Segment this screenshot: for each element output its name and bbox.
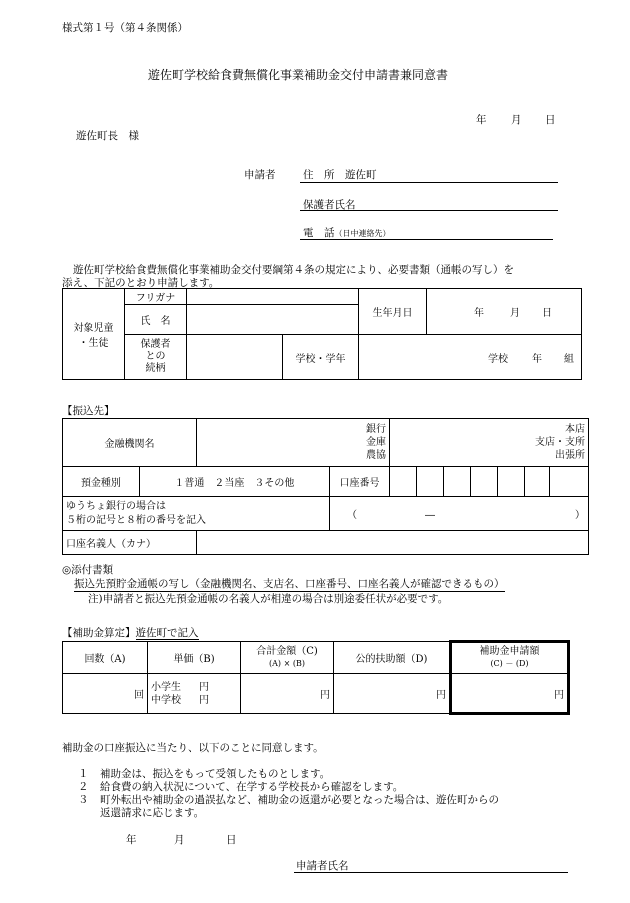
account-digit-cell[interactable]	[550, 467, 589, 497]
institution-label: 金融機関名	[63, 419, 197, 467]
phone-label: 電 話（日中連絡先）	[303, 227, 391, 239]
consent-date-day: 日	[226, 834, 237, 846]
account-digit-cell[interactable]	[443, 467, 470, 497]
name-input[interactable]	[187, 305, 359, 335]
account-digit-cell[interactable]	[416, 467, 443, 497]
phone-note: （日中連絡先）	[334, 229, 391, 238]
school-grade-label: 学校・学年	[283, 335, 359, 380]
account-digit-cell[interactable]	[470, 467, 497, 497]
account-digit-cell[interactable]	[389, 467, 416, 497]
child-group-label: 対象児童 ・生徒	[63, 289, 125, 380]
date-month-label: 月	[511, 114, 522, 126]
attachments-heading: ◎添付書類	[62, 564, 114, 576]
bank-table	[62, 418, 589, 555]
birth-date-label: 生年月日	[359, 289, 427, 335]
form-number: 様式第１号（第４条関係）	[62, 22, 188, 34]
request-amount-header: 補助金申請額 (C) － (D)	[451, 642, 569, 674]
consent-intro: 補助金の口座振込に当たり、以下のことに同意します。	[62, 742, 324, 754]
school-grade-input[interactable]: 学校 年 組	[359, 335, 582, 380]
addressee: 遊佐町長 様	[76, 130, 139, 142]
child-info-table	[62, 288, 582, 380]
birth-date-input[interactable]: 年 月 日	[427, 289, 582, 335]
consent-item-3-continued: 返還請求に応じます。	[100, 807, 205, 819]
guardian-name-label: 保護者氏名	[303, 199, 356, 211]
account-type-label: 預金種別	[63, 467, 140, 497]
account-type-options[interactable]: １普通 ２当座 ３その他	[139, 467, 329, 497]
account-digit-cell[interactable]	[524, 467, 549, 497]
intro-line-2: 添え、下記のとおり申請します。	[62, 277, 220, 289]
document-title: 遊佐町学校給食費無償化事業補助金交付申請書兼同意書	[148, 68, 449, 82]
unit-price-header: 単価（B)	[148, 642, 241, 674]
attachments-line-2: 注)申請者と振込先預金通帳の名義人が相違の場合は別途委任状が必要です。	[88, 593, 449, 605]
consent-item-text: 補助金は、振込をもって受領したものとします。	[100, 768, 331, 780]
address-label: 住 所 遊佐町	[303, 169, 377, 181]
yucho-input[interactable]: （ ― ）	[329, 497, 588, 531]
consent-date-month: 月	[174, 834, 185, 846]
calc-table	[62, 640, 570, 715]
public-aid-header: 公的扶助額（D)	[334, 642, 451, 674]
attachments-line-1: 振込先預貯金通帳の写し（金融機関名、支店名、口座番号、口座名義人が確認できるもの）	[74, 578, 505, 590]
request-amount-input[interactable]: 円	[451, 674, 569, 714]
account-holder-label: 口座名義人（カナ）	[63, 531, 197, 555]
date-day-label: 日	[545, 114, 556, 126]
date-year-label: 年	[476, 114, 487, 126]
count-input[interactable]: 回	[63, 674, 148, 714]
furigana-label: フリガナ	[125, 289, 187, 305]
branch-input[interactable]: 本店 支店・支所 出張所	[389, 419, 588, 467]
unit-price-input[interactable]: 小学生 円 中学校 円	[148, 674, 241, 714]
signature-label: 申請者氏名	[296, 860, 349, 872]
calc-heading: 【補助金算定】遊佐町で記入	[62, 627, 199, 639]
guardian-name-line[interactable]	[300, 210, 558, 211]
account-holder-input[interactable]	[196, 531, 588, 555]
bank-section-heading: 【振込先】	[62, 405, 115, 417]
phone-line[interactable]	[300, 239, 553, 240]
consent-item-text: 給食費の納入状況について、在学する学校長から確認をします。	[100, 781, 404, 793]
relation-label: 保護者 との 続柄	[125, 335, 187, 380]
consent-item-no: ３	[78, 794, 89, 806]
applicant-label: 申請者	[244, 169, 276, 181]
consent-item-no: ２	[78, 781, 89, 793]
institution-input[interactable]: 銀行 金庫 農協	[196, 419, 389, 467]
intro-line-1: 遊佐町学校給食費無償化事業補助金交付要綱第４条の規定により、必要書類（通帳の写し）を	[73, 264, 514, 276]
total-header: 合計金額（C) (A) × (B)	[241, 642, 334, 674]
furigana-input[interactable]	[187, 289, 359, 305]
yucho-label: ゆうちょ銀行の場合は ５桁の記号と８桁の番号を記入	[63, 497, 330, 531]
consent-item-no: １	[78, 768, 89, 780]
name-label: 氏 名	[125, 305, 187, 335]
total-input[interactable]: 円	[241, 674, 334, 714]
relation-input[interactable]	[187, 335, 283, 380]
consent-item-text: 町外転出や補助金の過誤払など、補助金の返還が必要となった場合は、遊佐町からの	[100, 794, 499, 806]
address-line[interactable]	[300, 182, 558, 183]
public-aid-input[interactable]: 円	[334, 674, 451, 714]
consent-date-year: 年	[126, 834, 137, 846]
count-header: 回数（A)	[63, 642, 148, 674]
account-digit-cell[interactable]	[497, 467, 524, 497]
signature-line[interactable]	[294, 872, 568, 873]
account-number-label: 口座番号	[329, 467, 389, 497]
